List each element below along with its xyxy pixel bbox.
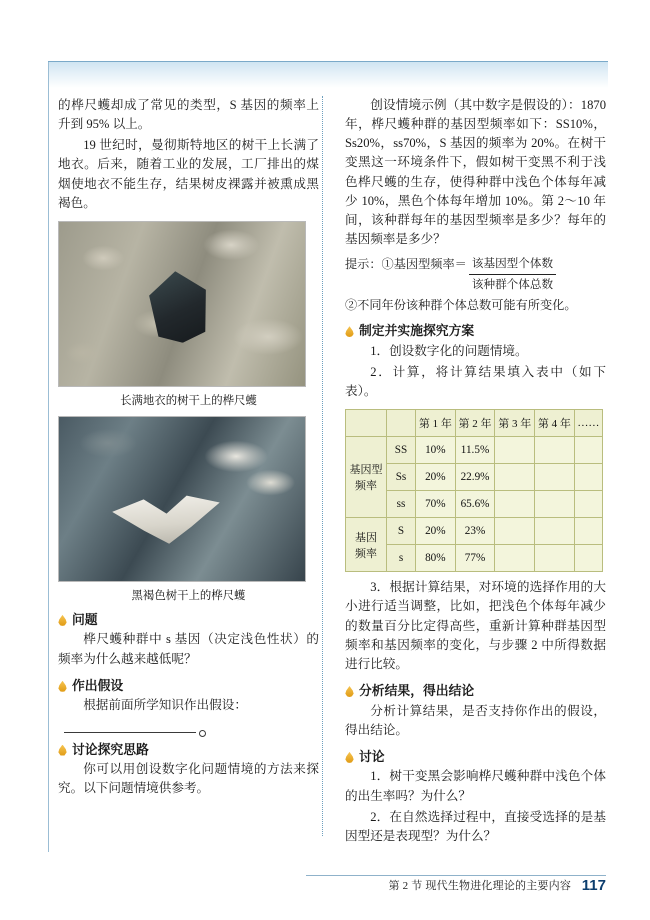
cell-S-y2: 23% — [455, 518, 495, 545]
fraction — [469, 255, 556, 293]
cell-s-y1: 80% — [416, 545, 456, 572]
table-col-year2: 第 2 年 — [455, 410, 495, 437]
plan-item-1: 1．创设数字化的问题情境。 — [370, 343, 528, 358]
footer-rule — [306, 875, 606, 876]
right-paragraph-1: 创设情境示例（其中数字是假设的）：1870 年，桦尺蠖种群的基因型频率如下：SS10%，Ss20%，ss70%，S 基因的频率为 20%。在树干变黑这一环境条件下，假如树干变黑不利于浅色桦尺蠖的生存，使得种群中浅色个体每年减少 10%，黑色个体每年增加 10%。第 2～10 年间，该种群每年的基因型频率是多少？每年的基因频率是多少？ — [345, 98, 606, 246]
cell-ssl-y2: 65.6% — [455, 491, 495, 518]
page-number: 117 — [581, 877, 606, 894]
row-key-allele-S: S — [387, 518, 416, 545]
heading-analyze-label: 分析结果，得出结论 — [359, 683, 475, 698]
page-footer — [0, 877, 650, 894]
discussion-item-2: 2．在自然选择过程中，直接受选择的是基因型还是表现型？为什么？ — [345, 809, 606, 843]
row-key-ss-upper: SS — [387, 437, 416, 464]
heading-hypothesis — [58, 678, 319, 695]
table-col-more: …… — [574, 410, 602, 437]
left-margin-rule — [48, 62, 49, 852]
cell-S-y4 — [535, 518, 575, 545]
cell-s-more — [574, 545, 602, 572]
figure-lichen-trunk — [58, 221, 319, 408]
analyze-text: 分析计算结果，是否支持你作出的假设，得出结论。 — [345, 703, 606, 737]
row-key-ss-mixed: Ss — [387, 464, 416, 491]
plan-item-2: 2．计算，将计算结果填入表中（如下表）。 — [345, 364, 606, 399]
heading-plan-label: 制定并实施探究方案 — [359, 324, 475, 339]
cell-ssl-more — [574, 491, 602, 518]
cell-ssl-y3 — [495, 491, 535, 518]
cell-s-y2: 77% — [455, 545, 495, 572]
cell-ssl-y4 — [535, 491, 575, 518]
cell-ssl-y1: 70% — [416, 491, 456, 518]
answer-blank-line — [64, 732, 196, 733]
heading-hypothesis-label: 作出假设 — [72, 678, 124, 693]
photo-lichen-covered-trunk-moth — [58, 221, 306, 387]
table-corner-2 — [387, 410, 416, 437]
heading-discuss-approach — [58, 742, 319, 759]
cell-s-y4 — [535, 545, 575, 572]
question-text: 桦尺蠖种群中 s 基因（决定浅色性状）的频率为什么越来越低呢？ — [58, 632, 319, 666]
left-paragraph-1: 的桦尺蠖却成了常见的类型，S 基因的频率上升到 95% 以上。 — [58, 98, 319, 132]
cell-sS-y1: 20% — [416, 464, 456, 491]
hint-formula — [345, 255, 606, 293]
photo-dark-trunk-moth — [58, 416, 306, 582]
droplet-bullet-icon — [58, 615, 67, 626]
droplet-bullet-icon — [345, 686, 354, 697]
cell-sS-more — [574, 464, 602, 491]
cell-ss-more — [574, 437, 602, 464]
cell-S-y3 — [495, 518, 535, 545]
cell-ss-y4 — [535, 437, 575, 464]
hint-label: 提示：①基因型频率＝ — [345, 257, 467, 272]
row-key-allele-s: s — [387, 545, 416, 572]
heading-analyze — [345, 683, 606, 700]
droplet-bullet-icon — [58, 681, 67, 692]
cell-sS-y2: 22.9% — [455, 464, 495, 491]
droplet-bullet-icon — [345, 326, 354, 337]
right-column — [345, 96, 606, 848]
fraction-numerator: 该基因型个体数 — [469, 255, 556, 274]
heading-discussion — [345, 749, 606, 766]
left-paragraph-2: 19 世纪时，曼彻斯特地区的树干上长满了地衣。后来，随着工业的发展，工厂排出的煤烟使地衣不能生存，结果树皮裸露并被熏成黑褐色。 — [58, 138, 319, 210]
fraction-denominator: 该种群个体总数 — [471, 277, 554, 291]
frequency-table — [345, 409, 603, 572]
left-column — [58, 96, 319, 848]
table-col-year4: 第 4 年 — [535, 410, 575, 437]
group-label-allele-line2: 频率 — [355, 547, 377, 560]
table-row — [346, 518, 603, 545]
footer-section-title: 第 2 节 现代生物进化理论的主要内容 — [388, 880, 572, 892]
group-label-genotype-line2: 频率 — [355, 480, 377, 493]
heading-plan — [345, 323, 606, 340]
plan-item-3: 3．根据计算结果，对环境的选择作用的大小进行适当调整，比如，把浅色个体每年减少的数量百分比定得高些，重新计算种群基因型频率和基因频率的变化，与步骤 2 中所得数据进行比较。 — [345, 580, 606, 671]
cell-S-more — [574, 518, 602, 545]
group-label-genotype-line1: 基因型 — [349, 464, 383, 477]
cell-ss-y3 — [495, 437, 535, 464]
cell-s-y3 — [495, 545, 535, 572]
table-col-year3: 第 3 年 — [495, 410, 535, 437]
figure-2-caption: 黑褐色树干上的桦尺蠖 — [131, 589, 246, 602]
cell-S-y1: 20% — [416, 518, 456, 545]
figure-1-caption: 长满地衣的树干上的桦尺蠖 — [120, 394, 257, 407]
group-label-genotype — [346, 437, 387, 518]
two-column-body — [58, 96, 606, 848]
table-corner-1 — [346, 410, 387, 437]
droplet-bullet-icon — [345, 752, 354, 763]
cell-sS-y3 — [495, 464, 535, 491]
cell-sS-y4 — [535, 464, 575, 491]
droplet-bullet-icon — [58, 745, 67, 756]
discussion-item-1: 1．树干变黑会影响桦尺蠖种群中浅色个体的出生率吗？为什么？ — [345, 769, 606, 803]
figure-dark-trunk — [58, 416, 319, 603]
table-row — [346, 437, 603, 464]
table-header-row — [346, 410, 603, 437]
heading-question — [58, 612, 319, 629]
discuss-text: 你可以用创设数字化问题情境的方法来探究。以下问题情境供参考。 — [58, 762, 319, 796]
group-label-allele — [346, 518, 387, 572]
cell-ss-y1: 10% — [416, 437, 456, 464]
top-decorative-band — [48, 62, 608, 88]
row-key-ss-lower: ss — [387, 491, 416, 518]
table-col-year1: 第 1 年 — [416, 410, 456, 437]
heading-question-label: 问题 — [72, 612, 98, 627]
hint-note-2: ②不同年份该种群个体总数可能有所变化。 — [345, 297, 577, 312]
heading-discuss-label: 讨论探究思路 — [72, 742, 149, 757]
heading-discussion-label: 讨论 — [359, 749, 385, 764]
hypothesis-text: 根据前面所学知识作出假设： — [83, 698, 247, 713]
cell-ss-y2: 11.5% — [455, 437, 495, 464]
group-label-allele-line1: 基因 — [355, 531, 377, 544]
